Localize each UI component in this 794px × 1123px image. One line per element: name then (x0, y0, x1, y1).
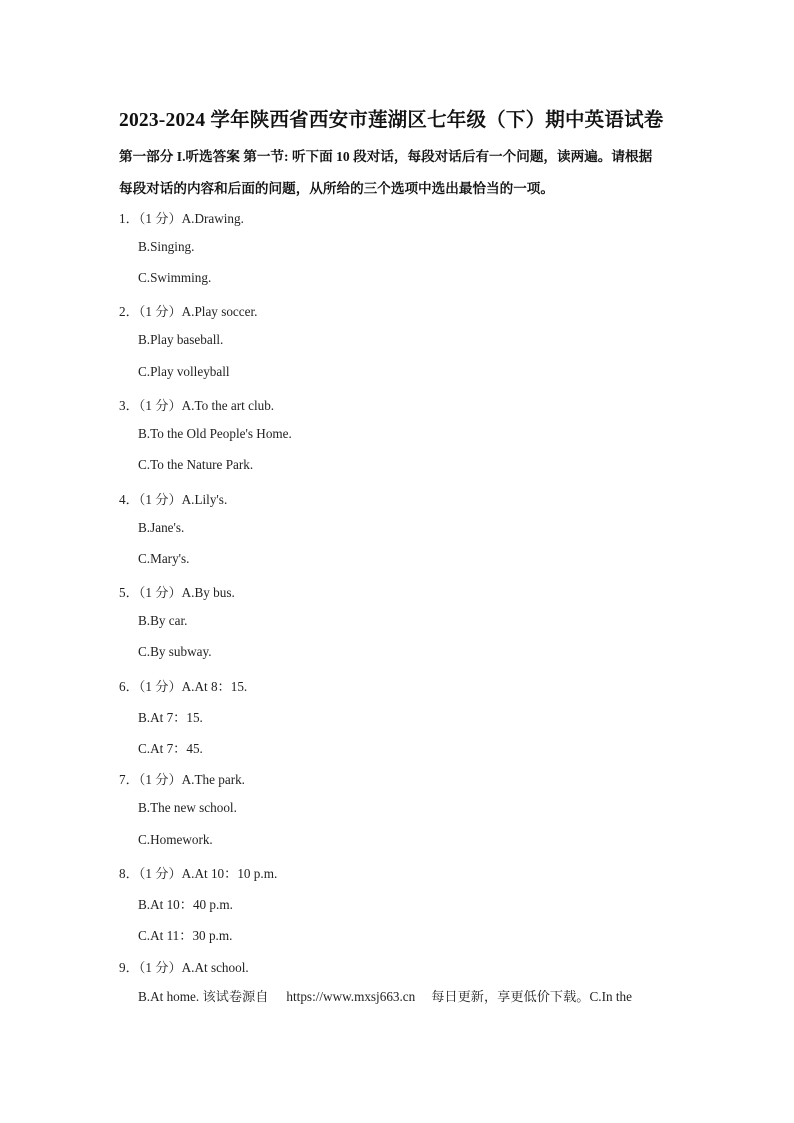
question-8: 8．（1 分）A.At 10：10 p.m. (119, 866, 278, 881)
question-9-option-line (138, 986, 632, 1005)
question-2-option-b: B.Play baseball. (138, 332, 224, 347)
question-7-option-b: B.The new school. (138, 800, 237, 815)
instruction-line-1: 第一部分 I.听选答案 第一节: 听下面 10 段对话，每段对话后有一个问题，读两遍。请根据 (119, 149, 653, 164)
question-2: 2．（1 分）A.Play soccer. (119, 304, 258, 319)
question-1-option-b: B.Singing. (138, 239, 195, 254)
question-1: 1．（1 分）A.Drawing. (119, 211, 244, 226)
section-instructions (119, 141, 679, 205)
question-4-option-b: B.Jane's. (138, 520, 185, 535)
question-6-option-c: C.At 7：45. (138, 741, 203, 756)
question-8-option-b: B.At 10：40 p.m. (138, 897, 233, 912)
question-8-option-c: C.At 11：30 p.m. (138, 928, 233, 943)
source-link[interactable]: https://www.mxsj663.cn (286, 989, 416, 1004)
question-5-option-c: C.By subway. (138, 644, 212, 659)
question-3-option-c: C.To the Nature Park. (138, 457, 254, 472)
question-5: 5．（1 分）A.By bus. (119, 585, 235, 600)
page-title: 2023-2024 学年陕西省西安市莲湖区七年级（下）期中英语试卷 (119, 110, 664, 131)
question-7-option-c: C.Homework. (138, 832, 213, 847)
question-1-option-c: C.Swimming. (138, 270, 212, 285)
question-9: 9．（1 分）A.At school. (119, 960, 249, 975)
instruction-line-2: 每段对话的内容和后面的问题，从所给的三个选项中选出最恰当的一项。 (119, 181, 554, 196)
question-5-option-b: B.By car. (138, 613, 188, 628)
question-3: 3．（1 分）A.To the art club. (119, 398, 275, 413)
question-4-option-c: C.Mary's. (138, 551, 190, 566)
question-2-option-c: C.Play volleyball (138, 364, 230, 379)
question-4: 4．（1 分）A.Lily's. (119, 492, 228, 507)
question-3-option-b: B.To the Old People's Home. (138, 426, 292, 441)
question-9-option-b-text: B.At home. 该试卷源自 (138, 989, 269, 1004)
source-note-text: 每日更新，享更低价下载。C.In the (431, 989, 632, 1004)
question-7: 7．（1 分）A.The park. (119, 772, 245, 787)
question-6: 6．（1 分）A.At 8：15. (119, 679, 248, 694)
question-6-option-b: B.At 7：15. (138, 710, 203, 725)
